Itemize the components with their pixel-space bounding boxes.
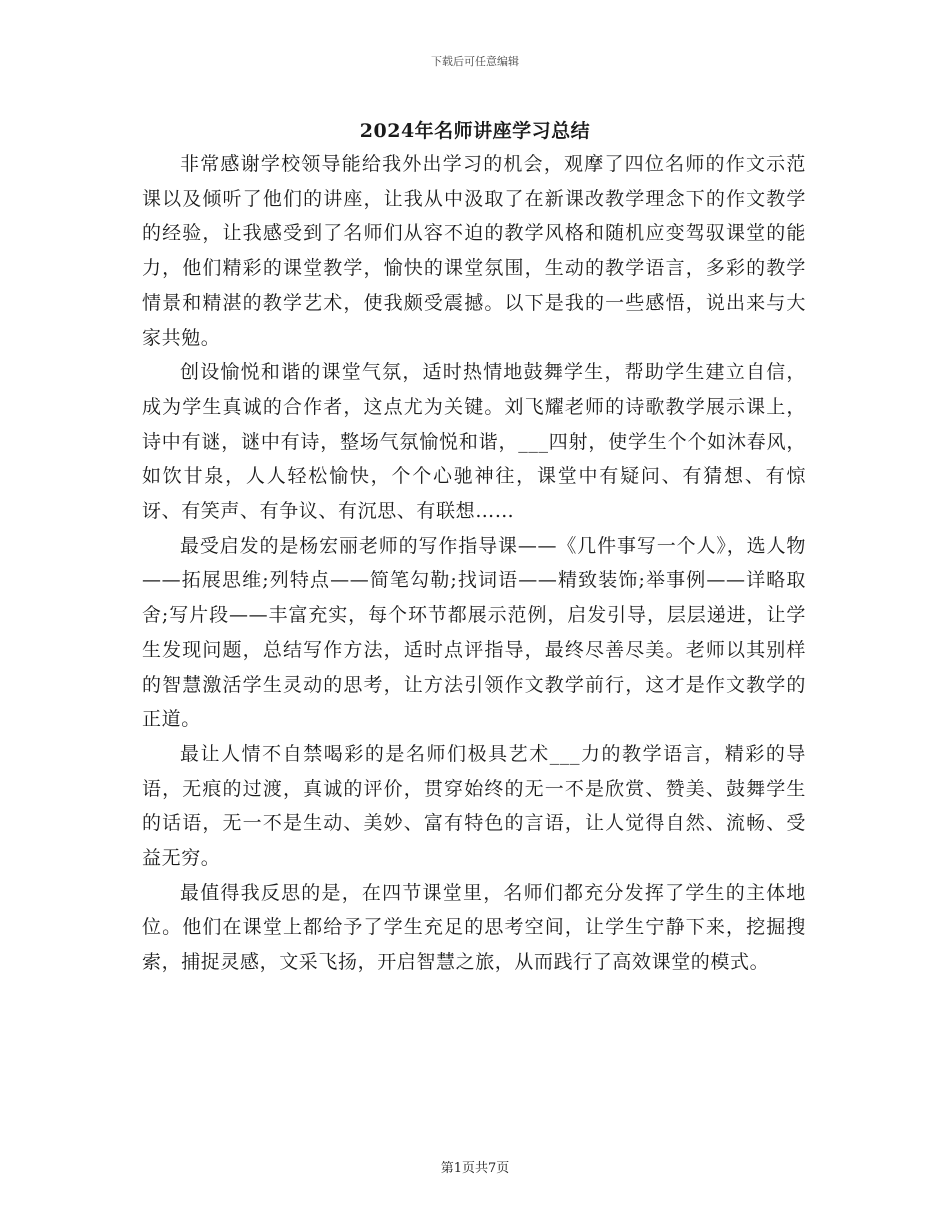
header-note: 下载后可任意编辑 bbox=[431, 55, 519, 68]
page-number: 第1页共7页 bbox=[440, 1161, 510, 1176]
paragraph: 最值得我反思的是，在四节课堂里，名师们都充分发挥了学生的主体地位。他们在课堂上都给予了学生充足的思考空间，让学生宁静下来，挖掘搜索，捕捉灵感，文采飞扬，开启智慧之旅，从而践行了高效课堂的模式。 bbox=[142, 881, 806, 974]
document-body bbox=[142, 147, 806, 980]
document-title: 2024年名师讲座学习总结 bbox=[359, 120, 591, 142]
paragraph: 最受启发的是杨宏丽老师的写作指导课——《几件事写一个人》，选人物——拓展思维;列特点——简笔勾勒;找词语——精致装饰;举事例——详略取舍;写片段——丰富充实，每个环节都展示范例，启发引导，层层递进，让学生发现问题，总结写作方法，适时点评指导，最终尽善尽美。老师以其别样的智慧激活学生灵动的思考，让方法引领作文教学前行，这才是作文教学的正道。 bbox=[142, 534, 806, 731]
paragraph: 创设愉悦和谐的课堂气氛，适时热情地鼓舞学生，帮助学生建立自信，成为学生真诚的合作者，这点尤为关键。刘飞耀老师的诗歌教学展示课上，诗中有谜，谜中有诗，整场气氛愉悦和谐，___四射，使学生个个如沐春风，如饮甘泉，人人轻松愉快，个个心驰神往，课堂中有疑问、有猜想、有惊讶、有笑声、有争议、有沉思、有联想…… bbox=[142, 361, 806, 523]
paragraph: 最让人情不自禁喝彩的是名师们极具艺术___力的教学语言，精彩的导语，无痕的过渡，真诚的评价，贯穿始终的无一不是欣赏、赞美、鼓舞学生的话语，无一不是生动、美妙、富有特色的言语，让人觉得自然、流畅、受益无穷。 bbox=[142, 742, 806, 870]
paragraph: 非常感谢学校领导能给我外出学习的机会，观摩了四位名师的作文示范课以及倾听了他们的讲座，让我从中汲取了在新课改教学理念下的作文教学的经验，让我感受到了名师们从容不迫的教学风格和随机应变驾驭课堂的能力，他们精彩的课堂教学，愉快的课堂氛围，生动的教学语言，多彩的教学情景和精湛的教学艺术，使我颇受震撼。以下是我的一些感悟，说出来与大家共勉。 bbox=[142, 153, 806, 349]
